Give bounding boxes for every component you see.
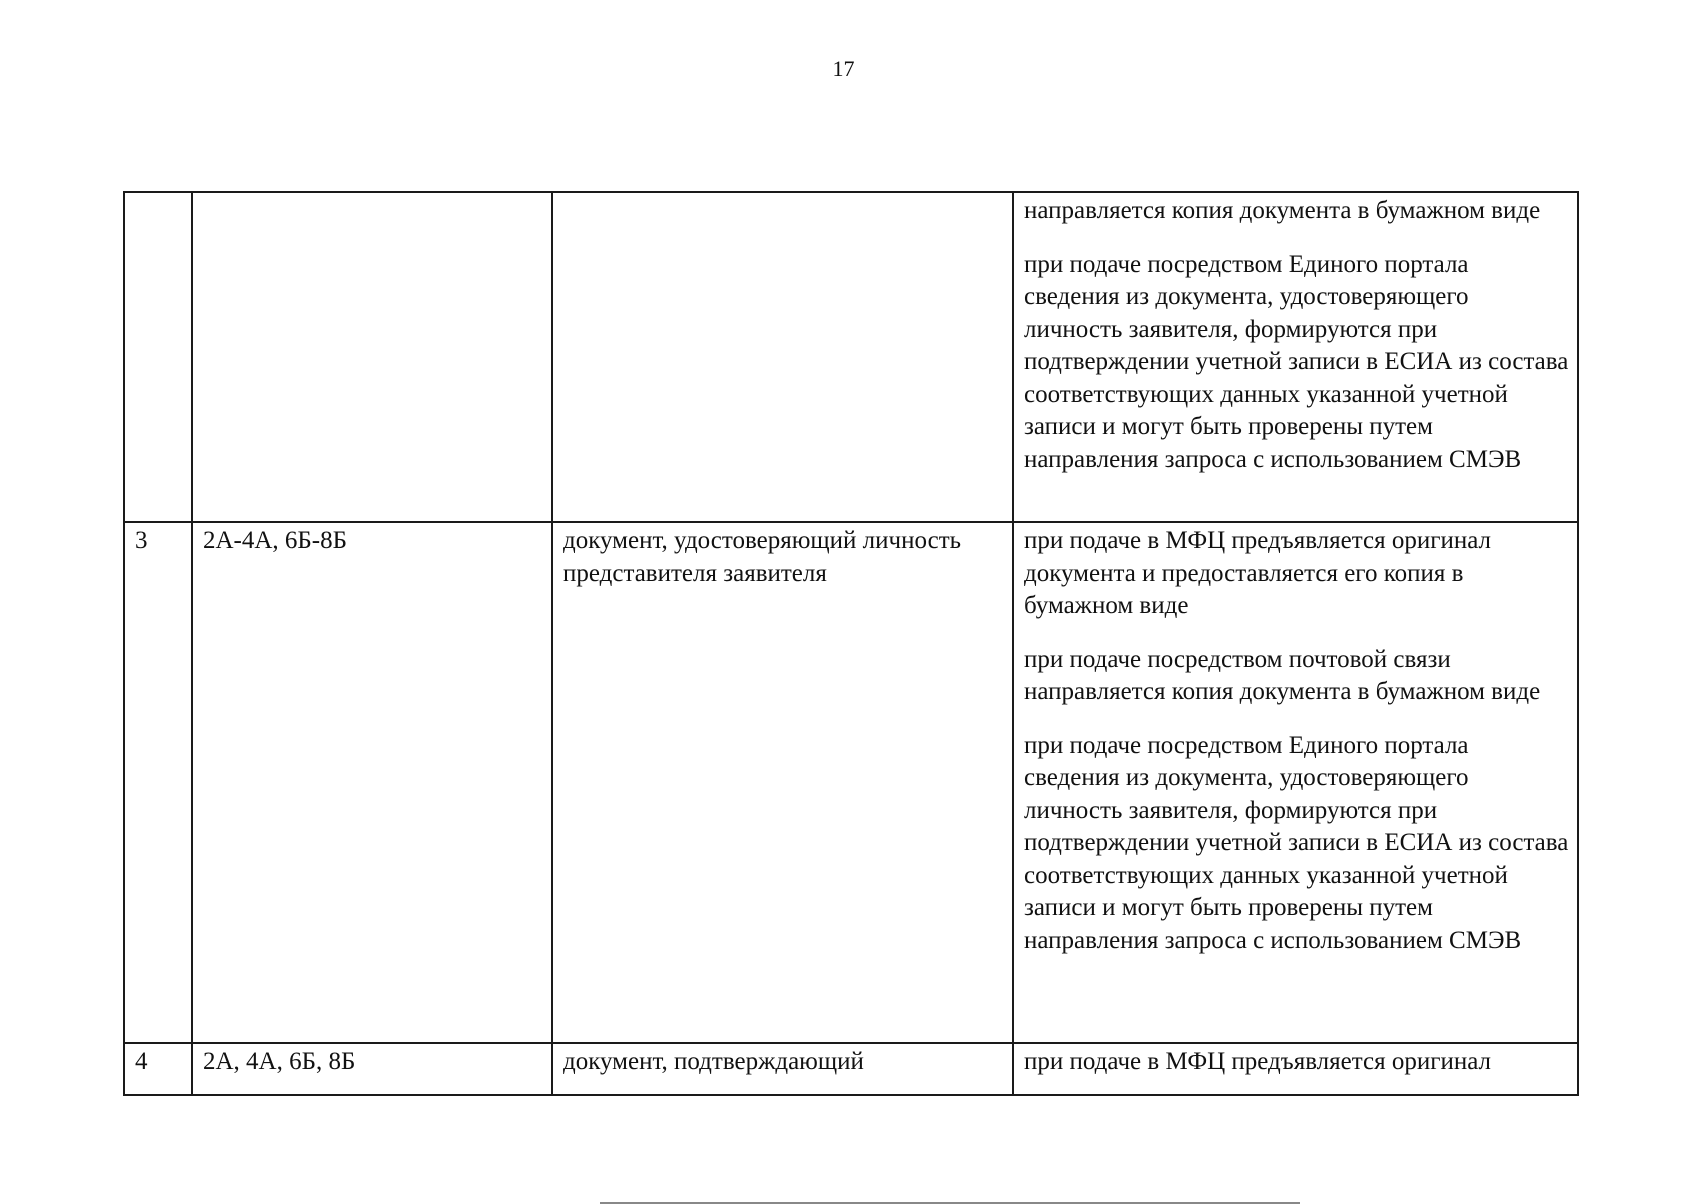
codes-cell: 2А-4А, 6Б-8Б [192, 522, 552, 1043]
table-row [124, 522, 1578, 1043]
document-cell: документ, подтверждающий [552, 1043, 1013, 1095]
row-number-cell [124, 192, 192, 522]
submission-method-cell [1013, 192, 1578, 522]
submission-paragraph: при подаче в МФЦ предъявляется оригинал [1024, 1048, 1492, 1075]
table-row [124, 192, 1578, 522]
submission-paragraph: при подаче посредством Единого портала сведения из документа, удостоверяющего личность заявителя, формируются при подтверждении учетной записи в ЕСИА из состава соответствующих данных указанной учетной записи и могут быть проверены путем направления запроса с использованием СМЭВ [1024, 250, 1569, 473]
codes-cell [192, 192, 552, 522]
table-row [124, 1043, 1578, 1095]
row-number-cell: 3 [124, 522, 192, 1043]
submission-paragraph: при подаче в МФЦ предъявляется оригинал документа и предоставляется его копия в бумажном виде [1024, 527, 1492, 619]
submission-paragraph: при подаче посредством Единого портала сведения из документа, удостоверяющего личность заявителя, формируются при подтверждении учетной записи в ЕСИА из состава соответствующих данных указанной учетной записи и могут быть проверены путем направления запроса с использованием СМЭВ [1024, 731, 1569, 954]
documents-table [123, 191, 1579, 1096]
submission-paragraph: при подаче посредством почтовой связи направляется копия документа в бумажном виде [1024, 645, 1541, 705]
submission-paragraph: направляется копия документа в бумажном виде [1024, 197, 1541, 224]
codes-cell: 2А, 4А, 6Б, 8Б [192, 1043, 552, 1095]
page-number: 17 [832, 56, 855, 81]
document-cell [552, 192, 1013, 522]
document-cell: документ, удостоверяющий личность представителя заявителя [552, 522, 1013, 1043]
submission-method-cell [1013, 522, 1578, 1043]
submission-method-cell [1013, 1043, 1578, 1095]
row-number-cell: 4 [124, 1043, 192, 1095]
